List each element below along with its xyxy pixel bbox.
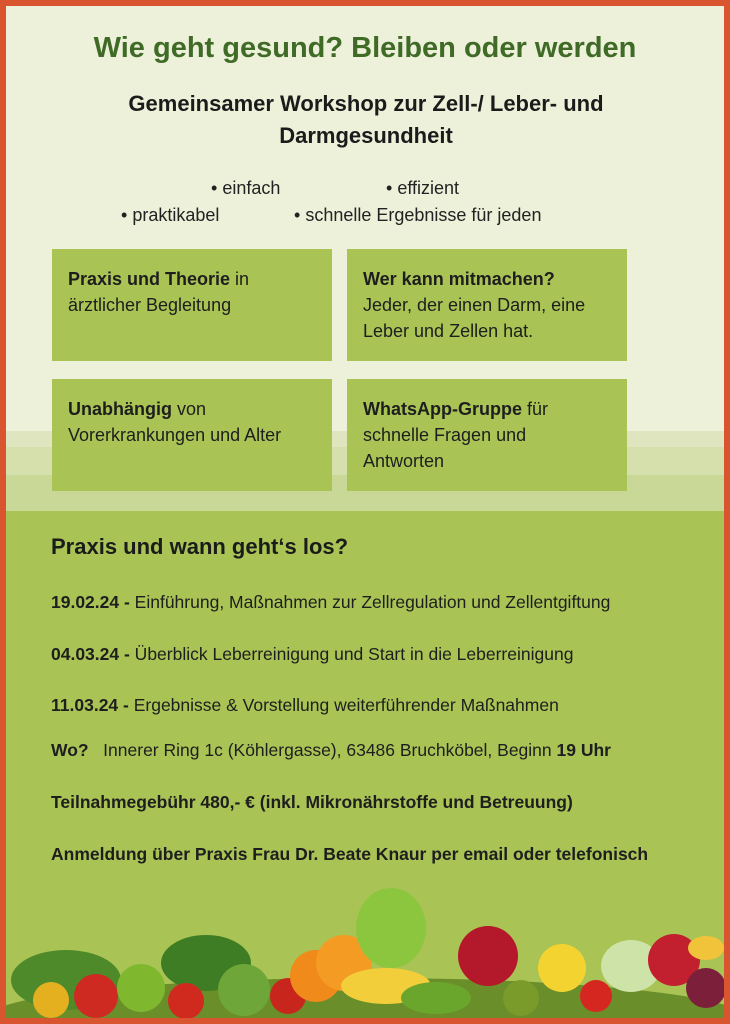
location-line: Wo? Innerer Ring 1c (Köhlergasse), 63486 Bruchköbel, Beginn 19 Uhr	[51, 740, 611, 760]
info-box-who: Wer kann mitmachen? Jeder, der einen Darm, eine Leber und Zellen hat.	[347, 249, 627, 361]
schedule-heading: Praxis und wann geht‘s los?	[51, 534, 349, 559]
info-box-independent: Unabhängig von Vorerkrankungen und Alter	[52, 379, 332, 491]
registration-line: Anmeldung über Praxis Frau Dr. Beate Knaur per email oder telefonisch	[51, 844, 649, 864]
vegetables-illustration	[6, 868, 724, 1018]
flyer-subtitle: Gemeinsamer Workshop zur Zell-/ Leber- und Darmgesundheit	[128, 91, 604, 148]
flyer-title: Wie geht gesund? Bleiben oder werden	[93, 32, 637, 64]
bullet-item: • praktikabel	[121, 205, 220, 225]
bullet-item: • einfach	[211, 178, 281, 198]
bullet-item: • schnelle Ergebnisse für jeden	[294, 205, 542, 225]
info-box-practice: Praxis und Theorie in ärztlicher Begleitung	[52, 249, 332, 361]
schedule-item: 04.03.24 - Überblick Leberreinigung und Start in die Leberreinigung	[51, 644, 574, 664]
schedule-item: 19.02.24 - Einführung, Maßnahmen zur Zellregulation und Zellentgiftung	[51, 592, 611, 612]
bullet-item: • effizient	[386, 178, 460, 198]
schedule-item: 11.03.24 - Ergebnisse & Vorstellung weiterführender Maßnahmen	[51, 695, 559, 715]
info-box-whatsapp: WhatsApp-Gruppe für schnelle Fragen und Antworten	[347, 379, 627, 491]
fee-line: Teilnahmegebühr 480,- € (inkl. Mikronährstoffe und Betreuung)	[51, 792, 573, 812]
